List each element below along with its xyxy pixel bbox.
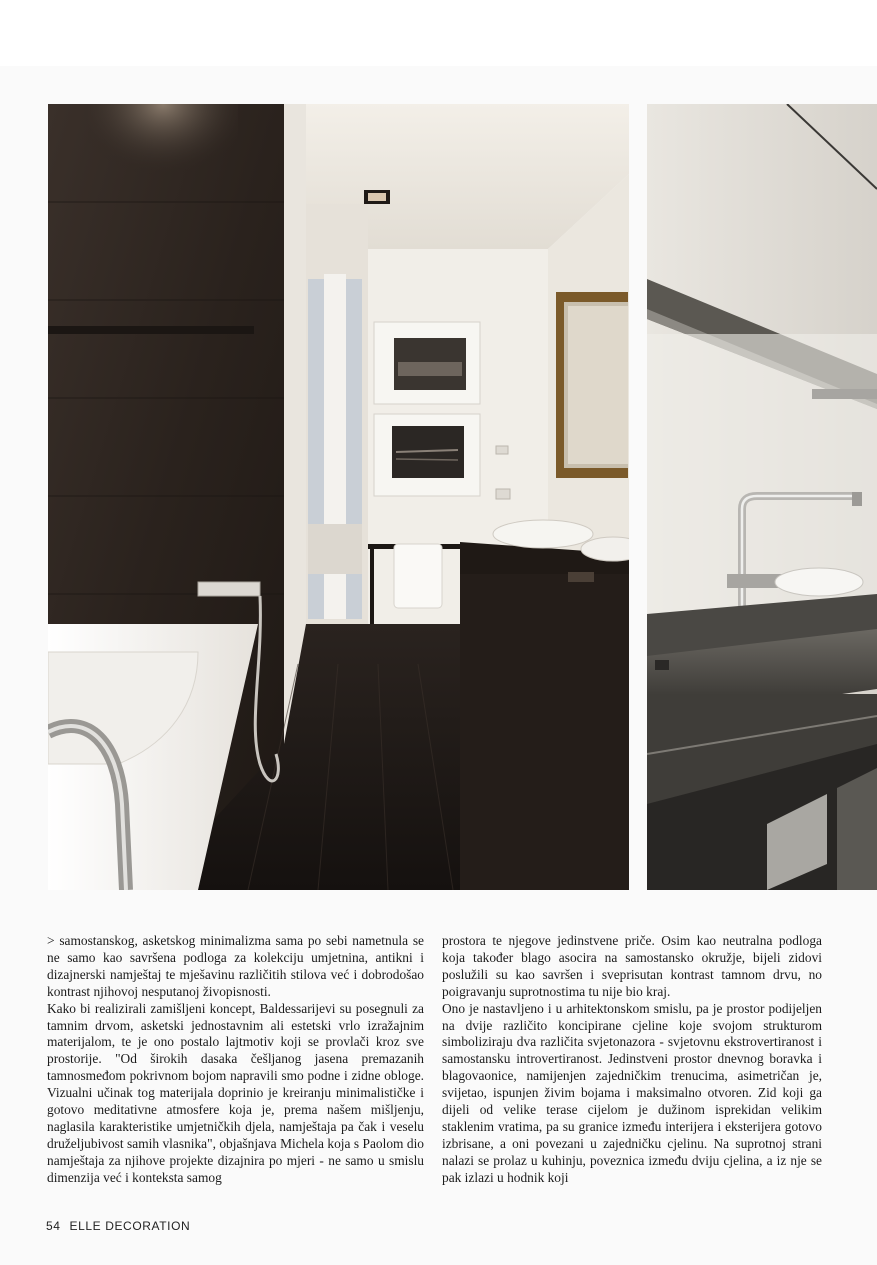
page-footer	[46, 1219, 195, 1233]
article-paragraph: Kako bi realizirali zamišljeni koncept, Baldessarijevi su posegnuli za tamnim drvom, asketski jednostavnim ali estetski vrlo izražajnim materijalom, te je ono postalo lajtmotiv koji se provlači kroz sve prostorije. "Od širokih dasaka češljanog jasena premazanih tamnosmeđom pokrivnom bojom napravili smo podne i zidne obloge. Vizualni učinak tog materijala doprinio je kreiranju minimalističke i gotovo meditativne atmosfere koja je, prema našem mišljenju, naglasila karakteristike umjetničkih djela, namještaja pa čak i veselu druželjubivost samih vlasnika", objašnjava Michela koja s Paolom dio namještaja za njihove projekte dizajnira po mjeri - ne samo u smislu dimenzija već i konteksta samog	[47, 1000, 424, 1185]
article-column-left	[47, 933, 424, 1187]
page-number: 54	[46, 1219, 61, 1233]
article-column-right	[442, 933, 822, 1187]
kitchen-illustration	[647, 104, 877, 890]
kitchen-photo	[647, 104, 877, 890]
article-paragraph: Ono je nastavljeno i u arhitektonskom smislu, pa je prostor podijeljen na dvije različito koncipirane cjeline koje svojom strukturom simboliziraju dva različita svjetonazora - svjetovnu ekstrovertiranost i samostansku introvertiranost. Jedinstveni prostor dnevnog boravka i blagovaonice, namijenjen zajedničkim trenucima, asimetričan je, svijetao, ispunjen živim bojama i maksimalno otvoren. Zid koji ga dijeli od velike terase cijelom je dužinom isprekidan velikim staklenim vratima, pa su granice između interijera i eksterijera gotovo izbrisane, a oni povezani u zajedničku cjelinu. Na suprotnoj strani nalazi se prolaz u kuhinju, poveznica između dviju cjelina, a iz nje se pak izlazi u hodnik koji	[442, 1000, 822, 1185]
bathroom-illustration	[48, 104, 629, 890]
magazine-name: ELLE DECORATION	[69, 1219, 191, 1233]
article-paragraph: prostora te njegove jedinstvene priče. Osim kao neutralna podloga koja također blago asocira na samostansko okružje, bijeli zidovi poslužili su kao savršen i sveprisutan kontrast tamnom drvu, no poigravanju suprotnostima tu nije bio kraj.	[442, 933, 822, 999]
article-paragraph: > samostanskog, asketskog minimalizma sama po sebi nametnula se ne samo kao savršena podloga za kolekciju umjetnina, antikni i dizajnerski namještaj te mješavinu različitih stilova već i dobrodošao kontrast njihovoj nesputanoj živopisnosti.	[47, 933, 424, 999]
bathroom-photo	[48, 104, 629, 890]
